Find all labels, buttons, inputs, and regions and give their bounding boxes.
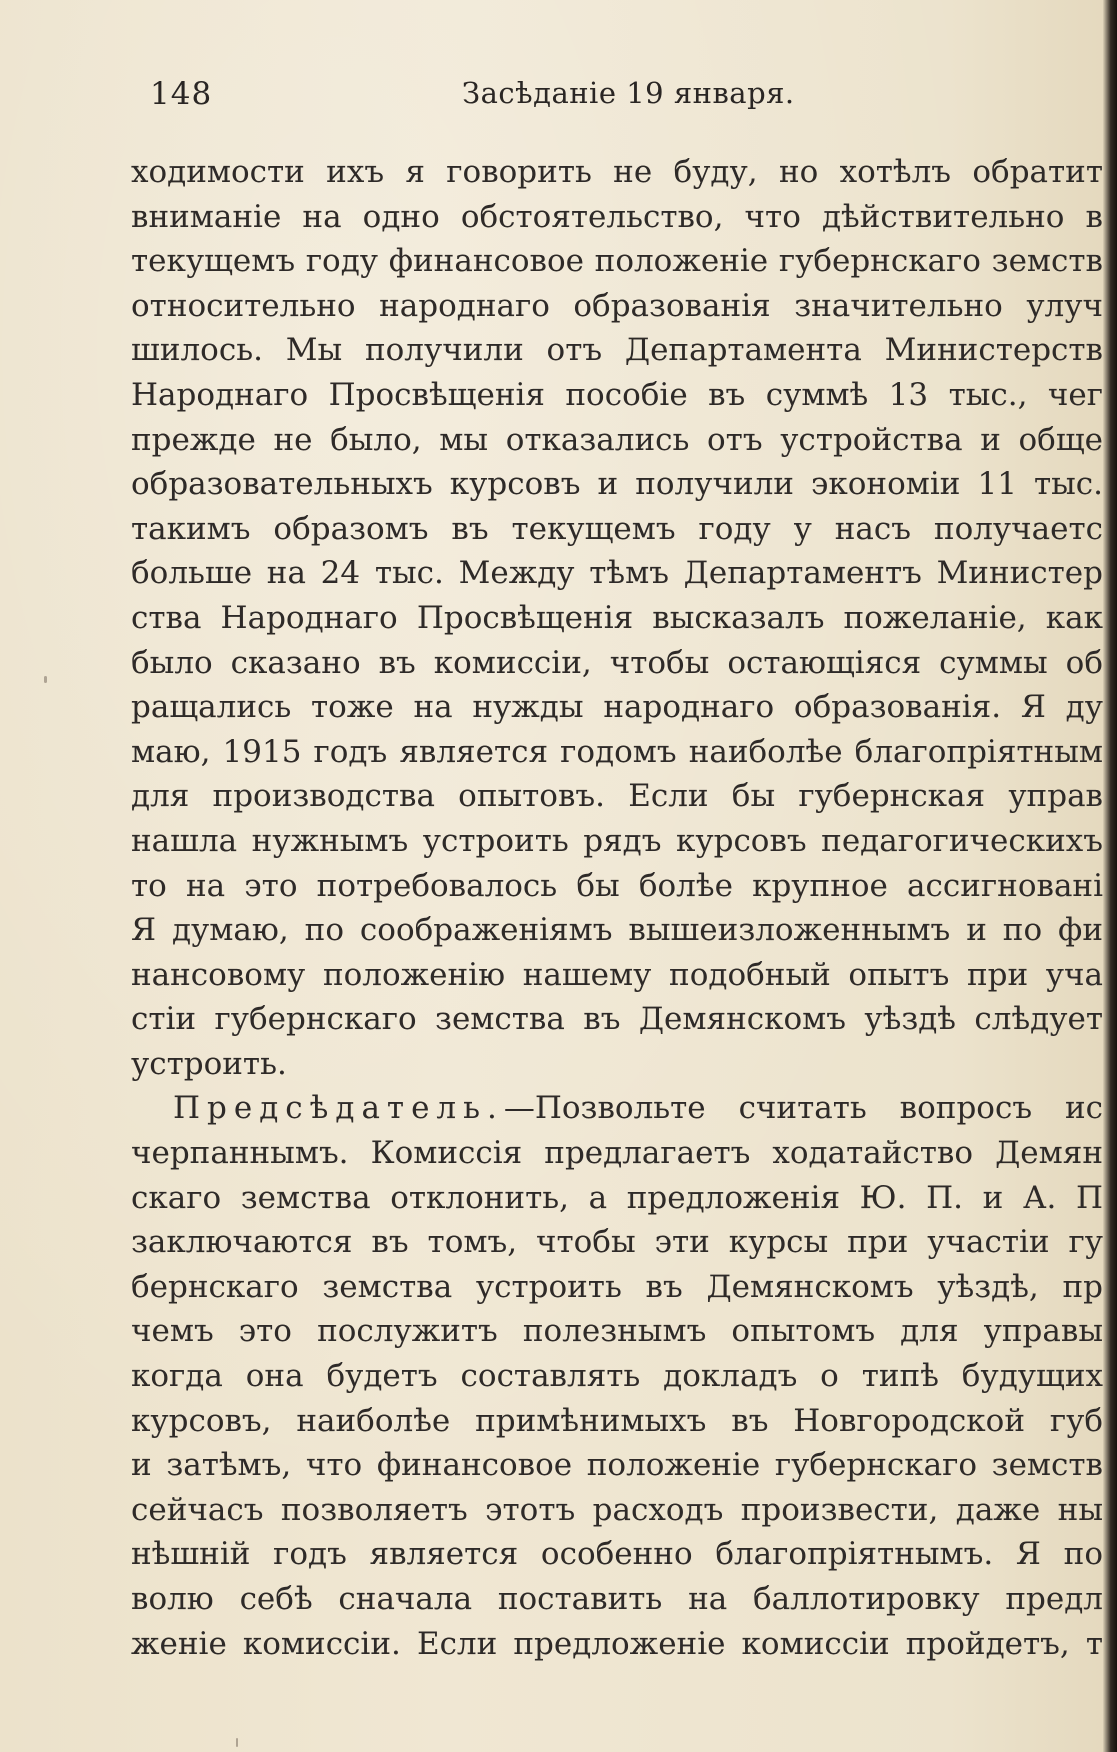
ink-speck	[44, 676, 47, 683]
text-line: устроить.	[131, 1045, 287, 1082]
text-line: Я думаю, по соображеніямъ вышеизложеннымъ и по фи	[131, 912, 1103, 949]
page-number: 148	[150, 76, 213, 112]
text-line: нѣшній годъ является особенно благопріятнымъ. Я по	[131, 1536, 1103, 1573]
text-line: когда она будетъ составлять докладъ о типѣ будущих	[131, 1358, 1103, 1395]
text-line: то на это потребовалось бы болѣе крупное ассигновані	[131, 867, 1103, 904]
ink-speck	[236, 1738, 238, 1747]
text-line: вниманіе на одно обстоятельство, что дѣйствительно в	[131, 198, 1103, 235]
speaker-line-text: —Позвольте считать вопросъ ис	[503, 1090, 1103, 1127]
paragraph-2	[131, 1086, 1103, 1666]
text-line: сейчасъ позволяетъ этотъ расходъ произвести, даже ны	[131, 1491, 1103, 1528]
body-text	[131, 150, 1103, 1670]
text-line: ходимости ихъ я говорить не буду, но хотѣлъ обратит	[131, 154, 1103, 190]
text-line: прежде не было, мы отказались отъ устройства и обще	[131, 421, 1103, 458]
text-line: относительно народнаго образованія значительно улуч	[131, 287, 1103, 324]
speaker-line	[131, 1086, 1103, 1131]
text-line: женіе комиссіи. Если предложеніе комиссіи пройдетъ, т	[131, 1625, 1103, 1662]
text-line: черпаннымъ. Комиссія предлагаетъ ходатайство Демян	[131, 1135, 1103, 1172]
text-line: было сказано въ комиссіи, чтобы остающіяся суммы об	[131, 644, 1103, 681]
text-line: для производства опытовъ. Если бы губернская управ	[131, 778, 1103, 815]
page-header	[150, 76, 795, 116]
paragraph-1	[131, 150, 1103, 1086]
text-line: маю, 1915 годъ является годомъ наиболѣе благопріятным	[131, 733, 1103, 770]
text-line: курсовъ, наиболѣе примѣнимыхъ въ Новгородской губ	[131, 1402, 1103, 1439]
text-line: заключаются въ томъ, чтобы эти курсы при участіи гу	[131, 1224, 1103, 1261]
text-line: такимъ образомъ въ текущемъ году у насъ получаетс	[131, 510, 1103, 547]
text-line: нансовому положенію нашему подобный опытъ при уча	[131, 956, 1103, 993]
text-line: стіи губернскаго земства въ Демянскомъ уѣздѣ слѣдует	[131, 1001, 1103, 1038]
text-line: образовательныхъ курсовъ и получили экономіи 11 тыс.	[131, 466, 1103, 503]
text-line: нашла нужнымъ устроить рядъ курсовъ педагогическихъ	[131, 822, 1103, 859]
text-line: ращались тоже на нужды народнаго образованія. Я ду	[131, 689, 1103, 726]
text-line: скаго земства отклонить, а предложенія Ю. П. и А. П	[131, 1179, 1103, 1216]
text-line: чемъ это послужитъ полезнымъ опытомъ для управы	[131, 1313, 1103, 1350]
text-line: ства Народнаго Просвѣщенія высказалъ пожеланіе, как	[131, 599, 1103, 636]
text-line: и затѣмъ, что финансовое положеніе губернскаго земств	[131, 1447, 1103, 1484]
page-binding-shadow	[1103, 0, 1117, 1752]
running-title: Засѣданіе 19 января.	[462, 76, 795, 110]
text-line: Народнаго Просвѣщенія пособіе въ суммѣ 13 тыс., чег	[131, 376, 1103, 413]
speaker-name: Предсѣдатель.	[173, 1090, 504, 1127]
text-line: волю себѣ сначала поставить на баллотировку предл	[131, 1581, 1103, 1617]
text-line: текущемъ году финансовое положеніе губернскаго земств	[131, 243, 1103, 280]
text-line: шилось. Мы получили отъ Департамента Министерств	[131, 332, 1103, 369]
text-line: больше на 24 тыс. Между тѣмъ Департаментъ Министер	[131, 555, 1103, 592]
text-line: бернскаго земства устроить въ Демянскомъ уѣздѣ, пр	[131, 1268, 1103, 1305]
